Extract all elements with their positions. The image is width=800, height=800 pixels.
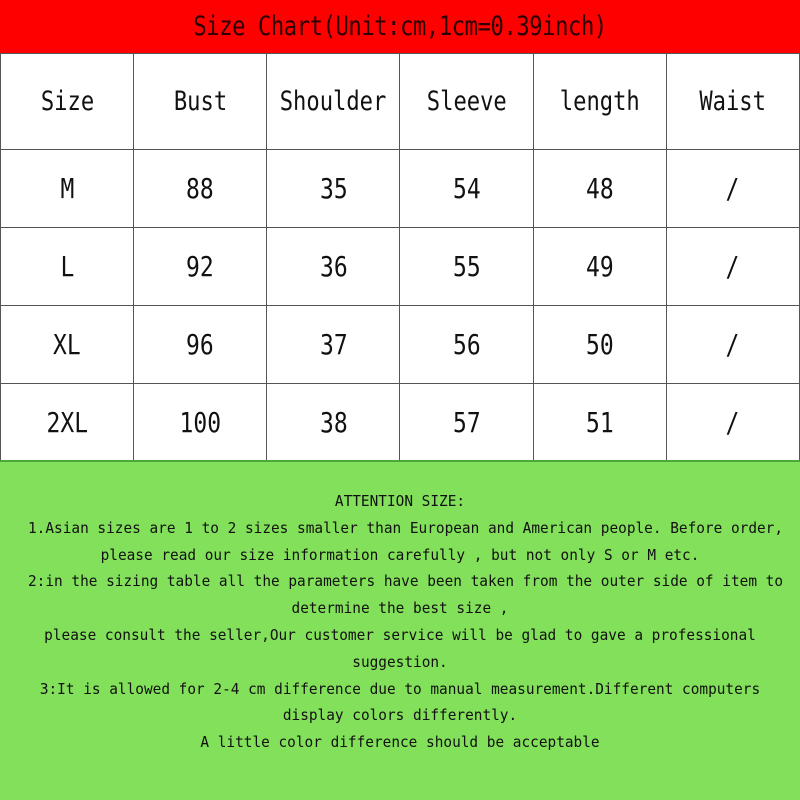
attention-notes [0,460,800,800]
table-cell: 88 [134,150,267,228]
table-cell: / [666,306,799,384]
table-cell: 96 [134,306,267,384]
table-cell: 2XL [1,384,134,462]
table-cell: L [1,228,134,306]
table-cell: 54 [400,150,533,228]
table-cell: 55 [400,228,533,306]
table-cell: 37 [267,306,400,384]
table-cell: 36 [267,228,400,306]
table-header-row [1,54,800,150]
notes-line: A little color difference should be acceptable [200,733,600,752]
table-cell: / [666,150,799,228]
notes-line: display colors differently. [282,706,518,725]
header-size: Size [1,54,134,150]
table-cell: 38 [267,384,400,462]
size-table [0,53,800,462]
table-cell: M [1,150,134,228]
table-row [1,228,800,306]
table-cell: 49 [533,228,666,306]
notes-heading: ATTENTION SIZE: [334,492,466,510]
size-chart-title [0,0,800,53]
table-cell: XL [1,306,134,384]
table-cell: / [666,384,799,462]
table-cell: 100 [134,384,267,462]
header-shoulder: Shoulder [267,54,400,150]
table-cell: 57 [400,384,533,462]
table-cell: 92 [134,228,267,306]
notes-line: please read our size information carefully , but not only S or M etc. [100,545,700,564]
table-row [1,306,800,384]
notes-line: please consult the seller,Our customer service will be glad to gave a professional [44,625,756,644]
notes-line: 1.Asian sizes are 1 to 2 sizes smaller than European and American people. Before order, [28,518,784,537]
size-table-container [0,53,800,460]
title-text: Size Chart(Unit:cm,1cm=0.39inch) [193,11,607,42]
table-cell: / [666,228,799,306]
section-divider [0,460,800,462]
table-cell: 35 [267,150,400,228]
notes-line: determine the best size , [291,599,509,618]
header-sleeve: Sleeve [400,54,533,150]
table-cell: 51 [533,384,666,462]
table-row [1,384,800,462]
header-waist: Waist [666,54,799,150]
table-cell: 56 [400,306,533,384]
notes-line: 3:It is allowed for 2-4 cm difference due to manual measurement.Different computers [39,679,761,698]
header-bust: Bust [134,54,267,150]
notes-line: 2:in the sizing table all the parameters have been taken from the outer side of item to [28,572,784,591]
header-length: length [533,54,666,150]
table-cell: 48 [533,150,666,228]
table-row [1,150,800,228]
table-cell: 50 [533,306,666,384]
notes-line: suggestion. [352,652,448,671]
